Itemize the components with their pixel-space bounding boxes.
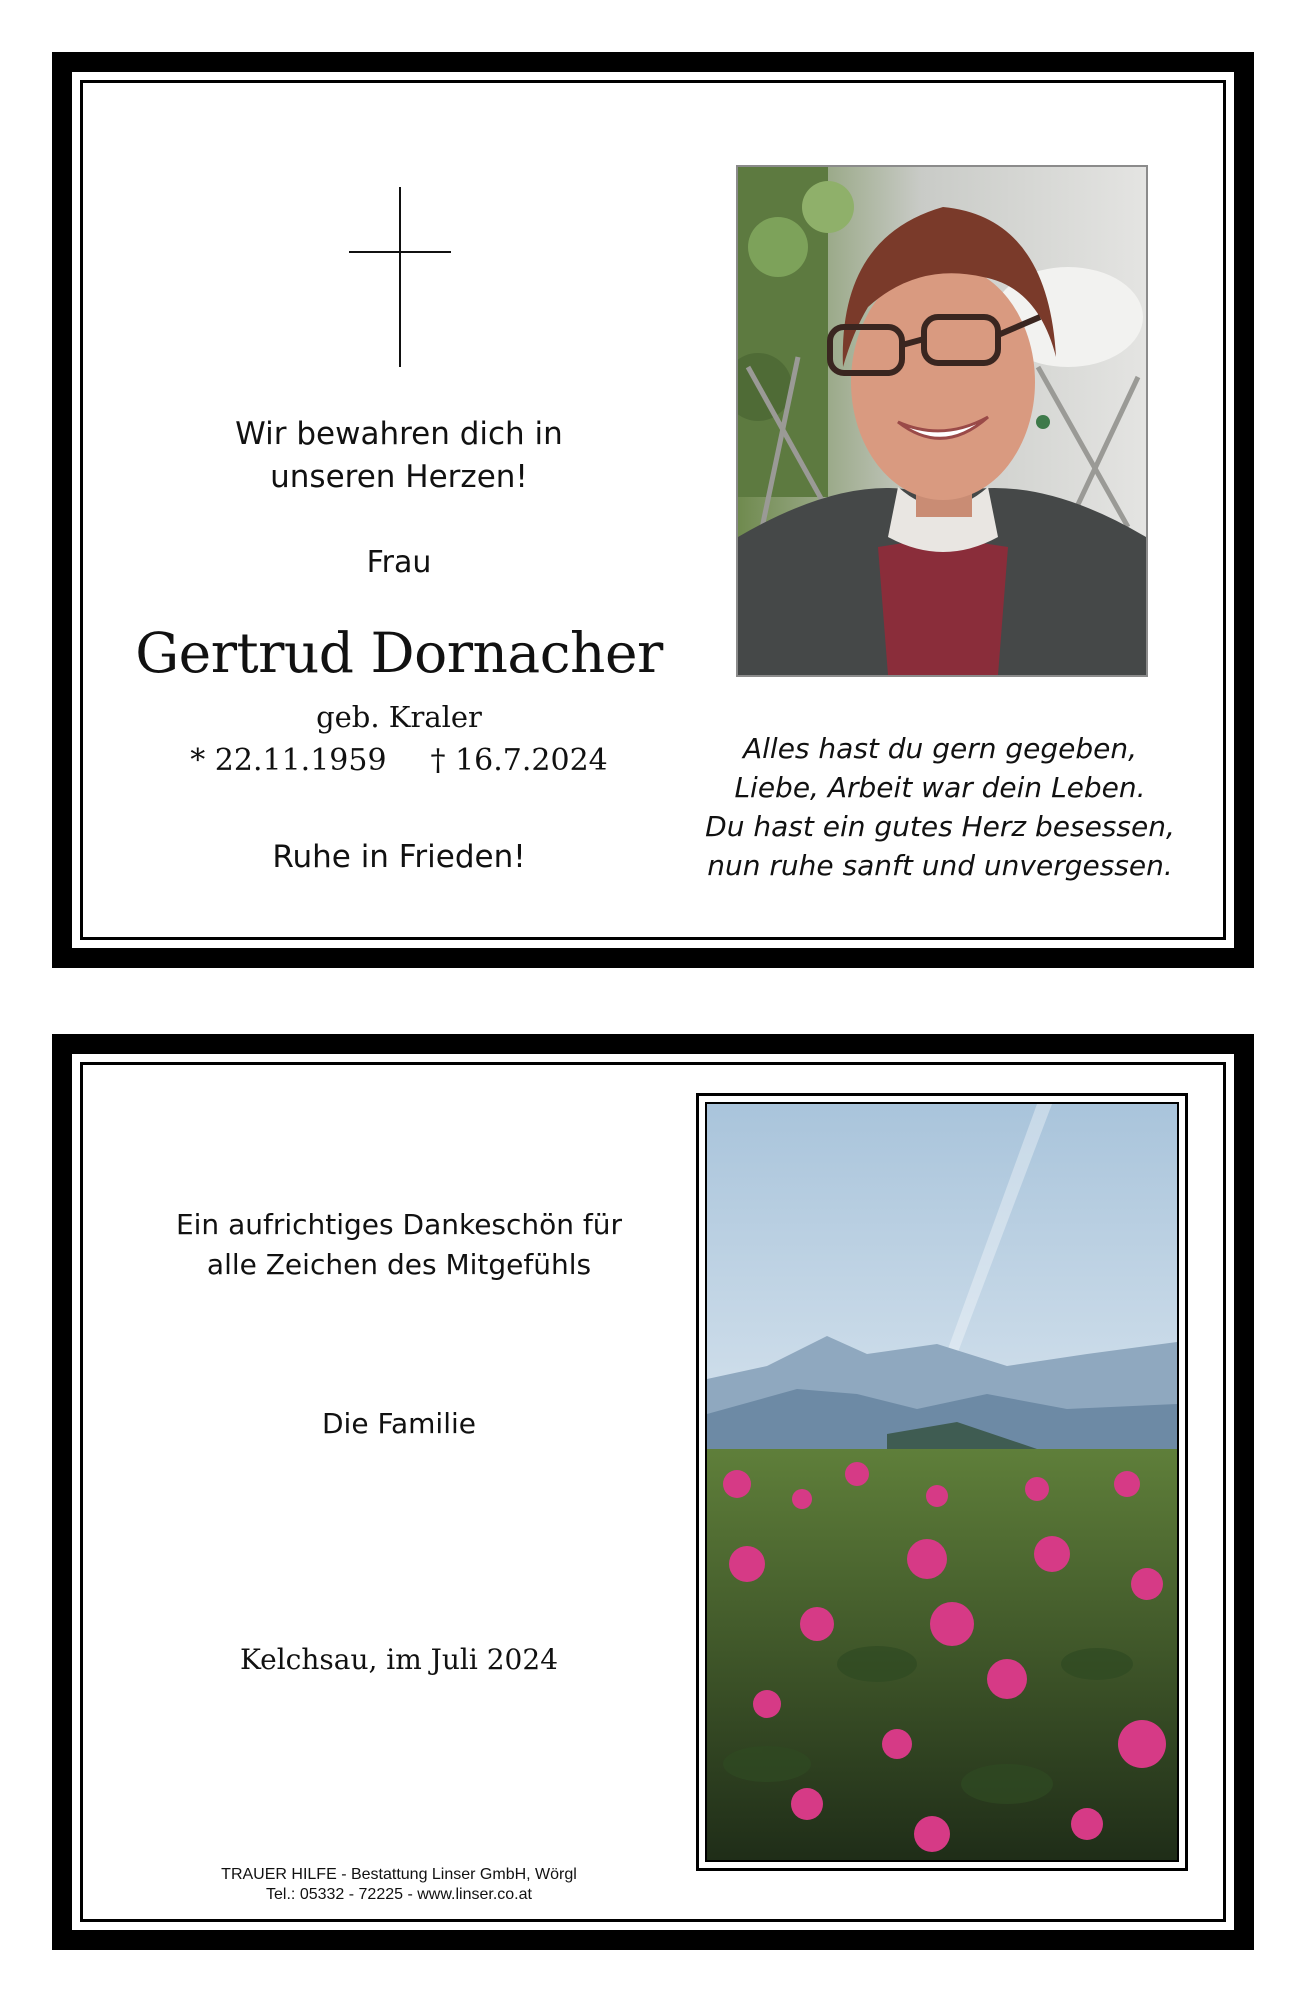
landscape-photo [705, 1102, 1179, 1862]
funeral-home-name: TRAUER HILFE - Bestattung Linser GmbH, Wörgl [221, 1866, 577, 1883]
verse-line: unseren Herzen! [270, 459, 528, 495]
thanks-line: Ein aufrichtiges Dankeschön für [175, 1208, 623, 1241]
poem-line: Alles hast du gern gegeben, [742, 732, 1138, 765]
thanks-line: alle Zeichen des Mitgefühls [206, 1248, 592, 1281]
portrait-photo [736, 165, 1148, 677]
poem-line: Liebe, Arbeit war dein Leben. [734, 771, 1146, 804]
honorific: Frau [366, 545, 432, 580]
landscape-photo-frame [696, 1093, 1188, 1871]
card-white-margin [72, 72, 1234, 948]
cross-icon [349, 187, 451, 367]
verse-line: Wir bewahren dich in [235, 416, 563, 452]
memorial-card-back [52, 1034, 1254, 1950]
funeral-home-contact: Tel.: 05332 - 72225 - www.linser.co.at [266, 1886, 532, 1903]
life-dates [123, 743, 675, 778]
memorial-verse [123, 413, 675, 499]
farewell-text: Ruhe in Frieden! [272, 839, 526, 875]
place-date: Kelchsau, im Juli 2024 [239, 1643, 559, 1676]
card-inner-border [80, 1062, 1226, 1922]
thank-you-message [123, 1205, 675, 1285]
signature-family: Die Familie [322, 1407, 476, 1440]
memorial-poem [703, 729, 1177, 885]
memorial-card-front [52, 52, 1254, 968]
maiden-name: geb. Kraler [316, 700, 482, 734]
death-date: † 16.7.2024 [430, 743, 608, 778]
birth-date: * 22.11.1959 [190, 743, 387, 778]
poem-line: nun ruhe sanft und unvergessen. [707, 849, 1173, 882]
card-inner-border [80, 80, 1226, 940]
poem-line: Du hast ein gutes Herz besessen, [705, 810, 1175, 843]
funeral-home-info [123, 1865, 675, 1905]
deceased-name: Gertrud Dornacher [135, 621, 663, 685]
card-white-margin [72, 1054, 1234, 1930]
